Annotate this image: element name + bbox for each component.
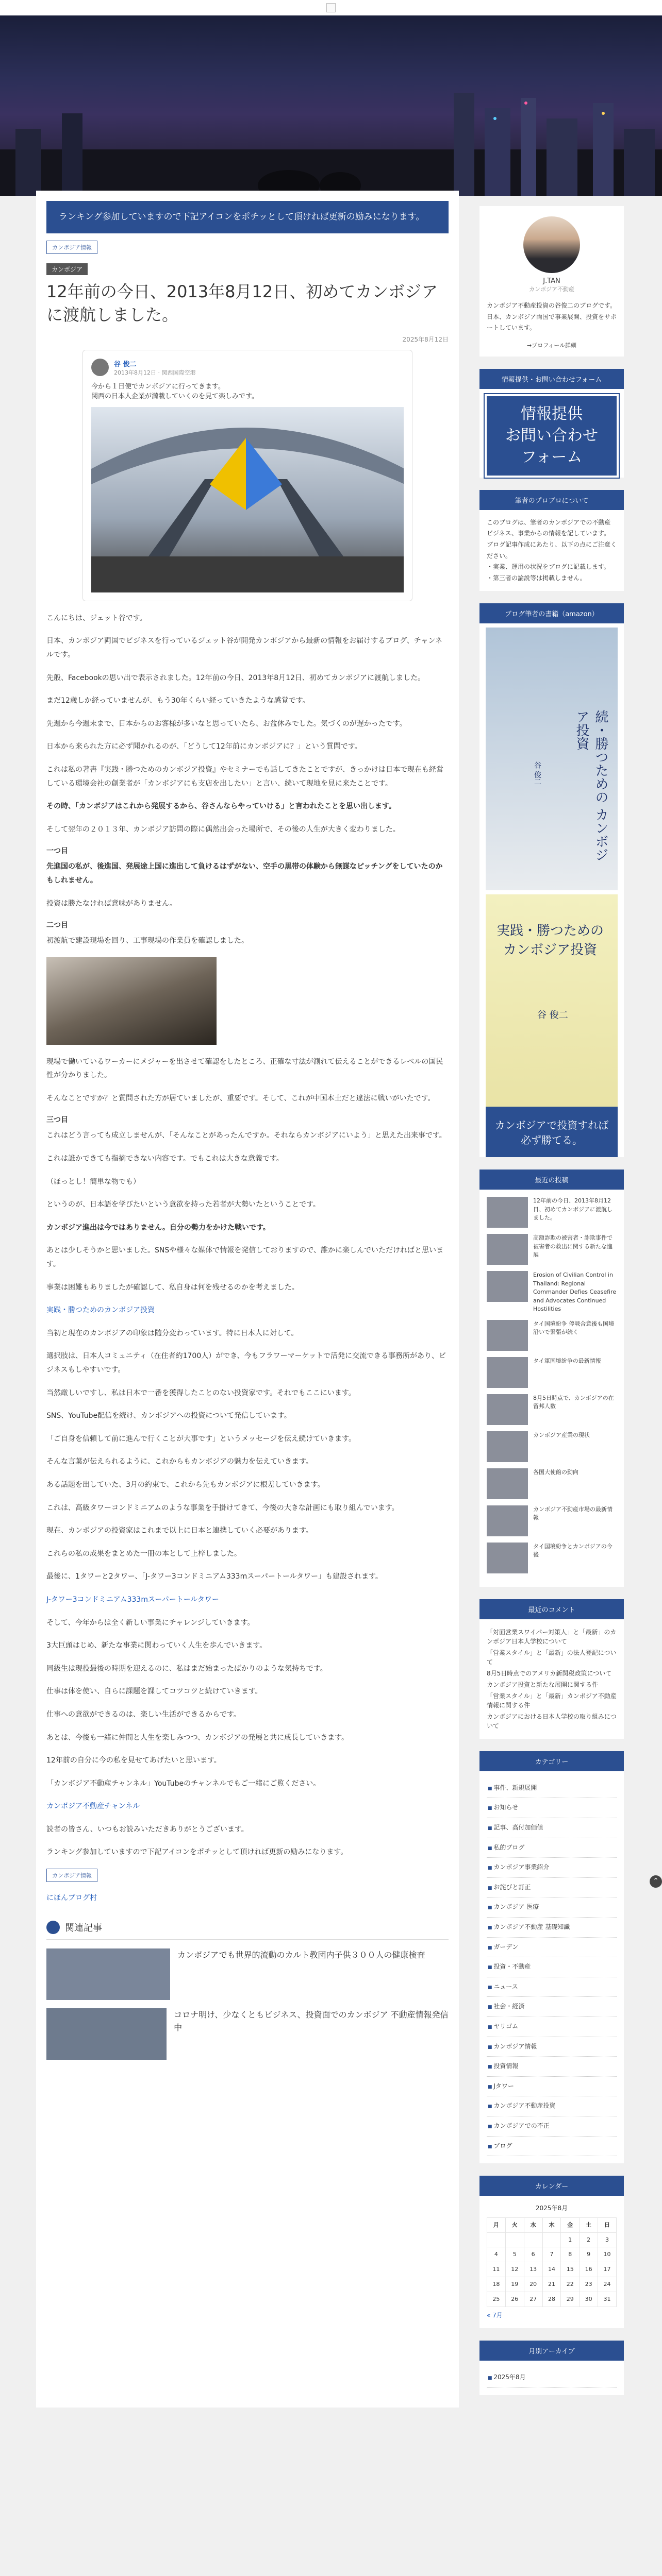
archive-item[interactable]: ■ 2025年8月 bbox=[487, 2368, 617, 2388]
calendar-day[interactable]: 23 bbox=[580, 2277, 598, 2292]
avatar bbox=[523, 216, 580, 273]
category-item[interactable]: ■ 事件、新規展開 bbox=[487, 1778, 617, 1799]
calendar-day[interactable]: 19 bbox=[505, 2277, 524, 2292]
paragraph: SNS、YouTube配信を続け、カンボジアへの投資について発信しています。 bbox=[46, 1412, 291, 1420]
post-thumbnail[interactable] bbox=[487, 1468, 528, 1499]
airport-photo bbox=[91, 407, 404, 592]
paragraph: 12年前の自分に今の私を見せてあげたいと思います。 bbox=[46, 1756, 221, 1765]
comment-item[interactable]: 「営業スタイル」と「最新」カンボジア不動産情報に関する件 bbox=[487, 1692, 617, 1709]
paragraph: まだ12歳しか経っていませんが、もう30年くらい経っていきたような感覚です。 bbox=[46, 697, 310, 705]
site-logo-icon[interactable] bbox=[326, 3, 336, 12]
post-thumbnail[interactable] bbox=[487, 1197, 528, 1228]
calendar-prev-link[interactable]: « 7月 bbox=[487, 2311, 503, 2319]
ranking-banner-bottom[interactable]: カンボジア情報 bbox=[46, 1869, 97, 1882]
calendar-day[interactable]: 5 bbox=[505, 2247, 524, 2262]
calendar-day[interactable]: 22 bbox=[561, 2277, 580, 2292]
calendar-day[interactable]: 4 bbox=[487, 2247, 506, 2262]
calendar-day[interactable]: 25 bbox=[487, 2292, 506, 2307]
paragraph: 投資は勝たなければ意味がありません。 bbox=[46, 899, 177, 908]
paragraph: （ほっとし！簡単な物でも） bbox=[46, 1177, 140, 1186]
list-item[interactable] bbox=[46, 1948, 449, 2000]
post-thumbnail[interactable] bbox=[487, 1394, 528, 1425]
paragraph: 選択肢は、日本人コミュニティ（在住者約1700人）ができ、今もフラワーマーケットで活発に交流できる事務所があり、ビジネスもしやすいです。 bbox=[46, 1352, 446, 1374]
related-thumbnail[interactable] bbox=[46, 2008, 167, 2060]
list-item[interactable] bbox=[487, 1543, 617, 1573]
comment-item[interactable]: 「対面営業スワイパー対策人」と「最新」のカンボジア日本人学校について bbox=[487, 1628, 617, 1645]
paragraph: 同級生は現役最後の時期を迎えるのに、私はまだ始まったばかりのような気持ちです。 bbox=[46, 1664, 327, 1673]
calendar-day[interactable]: 1 bbox=[561, 2232, 580, 2247]
article-date: 2025年8月12日 bbox=[402, 335, 449, 343]
calendar-day[interactable]: 27 bbox=[524, 2292, 542, 2307]
related-title: 関連記事 bbox=[65, 1922, 102, 1934]
list-item[interactable] bbox=[487, 1357, 617, 1388]
category-item[interactable]: ■ カンボジア 医療 bbox=[487, 1897, 617, 1918]
calendar-day[interactable]: 21 bbox=[542, 2277, 561, 2292]
paragraph: これは誰かできても指摘できない内容です。でもこれは大きな意義です。 bbox=[46, 1155, 284, 1163]
paragraph: ある話題を出していた、3月の約束で、これから先もカンボジアに根差していきます。 bbox=[46, 1480, 325, 1489]
paragraph: これは、高級タワーコンドミニアムのような事業を手掛けてきて、今後の大きな計画にも取り組んでいます。 bbox=[46, 1503, 399, 1512]
measuring-tape-photo bbox=[46, 957, 217, 1045]
post-title[interactable]: タイ国境紛争とカンボジアの今後 bbox=[533, 1543, 613, 1558]
list-item[interactable] bbox=[487, 1197, 617, 1228]
calendar-day[interactable]: 12 bbox=[505, 2262, 524, 2277]
list-item[interactable] bbox=[46, 2008, 449, 2060]
calendar-day[interactable]: 16 bbox=[580, 2262, 598, 2277]
comment-item[interactable]: カンボジア投資と新たな展開に関する件 bbox=[487, 1681, 599, 1688]
inquiry-form-button[interactable]: 情報提供 お問い合わせ フォーム bbox=[485, 394, 619, 478]
profile-widget bbox=[479, 206, 624, 357]
paragraph: 現場で働いているワーカーにメジャーを出させて確認をしたところ、正確な寸法が測れて伝えることができるレベルの国民性が分かりました。 bbox=[46, 1057, 443, 1080]
paragraph: というのが、日本語を学びたいという意欲を持った若者が大勢いたということです。 bbox=[46, 1200, 320, 1209]
calendar-day[interactable]: 15 bbox=[561, 2262, 580, 2277]
post-title[interactable]: カンボジア不動産市場の最新情報 bbox=[533, 1505, 613, 1521]
widget-title: カレンダー bbox=[479, 2176, 624, 2196]
book-author: 谷 俊二 bbox=[537, 1010, 568, 1021]
paragraph: 読者の皆さん、いつもお読みいただきありがとうございます。 bbox=[46, 1825, 249, 1834]
related-icon bbox=[46, 1921, 60, 1934]
calendar-day bbox=[542, 2232, 561, 2247]
post-thumbnail[interactable] bbox=[487, 1543, 528, 1573]
widget-title: 最近のコメント bbox=[479, 1599, 624, 1619]
list-item[interactable] bbox=[487, 1234, 617, 1265]
category-item[interactable]: ■ 投資・不動産 bbox=[487, 1957, 617, 1977]
widget-title: カテゴリー bbox=[479, 1751, 624, 1771]
post-title[interactable]: Erosion of Civilian Control in Thailand: Regional Commander Defies Ceasefire and Advocates Continued Hostilities bbox=[533, 1272, 617, 1313]
paragraph: そして翌年の２０１３年、カンボジア訪問の際に偶然出会った場所で、その後の人生が大きく変わりました。 bbox=[46, 825, 400, 834]
book-cover-1[interactable] bbox=[486, 628, 618, 890]
comment-item[interactable]: 8月5日時点でのアメリカ新関税政策について bbox=[487, 1669, 612, 1677]
calendar-day[interactable]: 31 bbox=[598, 2292, 617, 2307]
book-link[interactable]: 実践・勝つためのカンボジア投資 bbox=[46, 1306, 155, 1315]
sidebar bbox=[479, 206, 624, 2408]
paragraph: これは私の著書『実践・勝つためのカンボジア投資』やセミナーでも話してきたことですが、きっかけは日本で現在も経営している環境会社の創業者が「カンボジアにも支店を出したい」と言い、続いて現地を見に来たことです。 bbox=[46, 765, 443, 788]
post-title[interactable]: カンボジア産業の現状 bbox=[533, 1431, 590, 1438]
paragraph: そして、今年からは全く新しい事業にチャレンジしていきます。 bbox=[46, 1618, 255, 1627]
category-item[interactable]: ■ カンボジア不動産 基礎知識 bbox=[487, 1918, 617, 1938]
category-item[interactable]: ■ ガーデン bbox=[487, 1938, 617, 1958]
calendar-weekday: 水 bbox=[524, 2217, 542, 2232]
profile-name: J.TAN bbox=[543, 277, 560, 285]
list-item[interactable] bbox=[487, 1394, 617, 1425]
list-item[interactable] bbox=[487, 1505, 617, 1536]
calendar-day[interactable]: 11 bbox=[487, 2262, 506, 2277]
category-item[interactable]: ■ Jタワー bbox=[487, 2077, 617, 2097]
categories-widget bbox=[479, 1751, 624, 2163]
scroll-top-button[interactable]: ⌃ bbox=[650, 1875, 662, 1888]
calendar-day[interactable]: 30 bbox=[580, 2292, 598, 2307]
category-item[interactable]: ■ カンボジア不動産投資 bbox=[487, 2096, 617, 2116]
post-title[interactable]: タイ国境紛争 停戦合意後も国境沿いで緊張が続く bbox=[533, 1320, 615, 1336]
post-thumbnail[interactable] bbox=[487, 1271, 528, 1302]
calendar-weekday: 木 bbox=[542, 2217, 561, 2232]
post-thumbnail[interactable] bbox=[487, 1357, 528, 1388]
paragraph: ランキング参加していますので下記アイコンをポチッとして頂ければ更新の励みになります。 bbox=[46, 1848, 348, 1857]
post-title[interactable]: 8月5日時点で、カンボジアの在留邦人数 bbox=[533, 1394, 614, 1410]
category-tag[interactable]: カンボジア bbox=[46, 263, 88, 275]
widget-title: ブログ筆者の書籍（amazon） bbox=[479, 603, 624, 623]
about-blog-text: このブログは、筆者のカンボジアでの不動産ビジネス、事業からの情報を記しています。 ブログ記事作成にあたり、以下の点にご注意ください。 ・実業、運用の状況をブログに記載します。 ・第三者の論説等は掲載しません。 bbox=[487, 518, 617, 582]
category-item[interactable]: ■ ブログ bbox=[487, 2137, 617, 2157]
paragraph: あとは、今後も一緒に仲間と人生を楽しみつつ、カンボジアの発展と共に成長していきます。 bbox=[46, 1733, 349, 1742]
paragraph: 事業は困難もありましたが確認して、私自身は何を残せるのかを考えました。 bbox=[46, 1283, 299, 1292]
profile-sub: カンボジア不動産 bbox=[529, 286, 574, 293]
paragraph: 日本、カンボジア両国でビジネスを行っているジェット谷が開発カンボジアから最新の情報をお届けするブログ、チャンネルです。 bbox=[46, 637, 442, 659]
calendar-day[interactable]: 6 bbox=[524, 2247, 542, 2262]
paragraph: 3大巨頭はじめ、新たな事業に関わっていく人生を歩んでいきます。 bbox=[46, 1641, 267, 1650]
calendar-weekday: 金 bbox=[561, 2217, 580, 2232]
calendar-day bbox=[524, 2232, 542, 2247]
category-item[interactable]: ■ カンボジア情報 bbox=[487, 2037, 617, 2057]
comment-item[interactable]: カンボジアにおける日本人学校の取り組みについて bbox=[487, 1713, 617, 1730]
paragraph: 日本から来られた方に必ず聞かれるのが、「どうして12年前にカンボジアに？」という質問です。 bbox=[46, 742, 362, 751]
list-item[interactable] bbox=[487, 1271, 617, 1314]
about-blog-widget bbox=[479, 490, 624, 591]
calendar-day[interactable]: 17 bbox=[598, 2262, 617, 2277]
category-item[interactable]: ■ ニュース bbox=[487, 1977, 617, 1997]
j-tower-link[interactable]: J-タワー3コンドミニアム333mスーパートールタワー bbox=[46, 1595, 219, 1604]
category-item[interactable]: ■ ヤリゴム bbox=[487, 2017, 617, 2037]
paragraph: 現在、カンボジアの投資家はこれまで以上に日本と連携していく必要があります。 bbox=[46, 1527, 313, 1535]
calendar-day[interactable]: 9 bbox=[580, 2247, 598, 2262]
books-widget bbox=[479, 603, 624, 1157]
post-title[interactable]: タイ軍国境紛争の最新情報 bbox=[533, 1357, 601, 1364]
calendar-weekday: 月 bbox=[487, 2217, 506, 2232]
youtube-channel-link[interactable]: カンボジア不動産チャンネル bbox=[46, 1802, 140, 1811]
inquiry-widget bbox=[479, 369, 624, 478]
calendar-day bbox=[505, 2232, 524, 2247]
avatar bbox=[91, 359, 109, 376]
post-thumbnail[interactable] bbox=[487, 1320, 528, 1351]
widget-title: 情報提供・お問い合わせフォーム bbox=[479, 369, 624, 389]
paragraph: こんにちは、ジェット谷です。 bbox=[46, 614, 147, 622]
paragraph: 仕事は体を使い、自らに課題を課してコツコツと続けていきます。 bbox=[46, 1687, 262, 1696]
calendar-table bbox=[487, 2217, 617, 2307]
related-posts bbox=[46, 1921, 449, 2060]
post-title[interactable]: 12年前の今日、2013年8月12日、初めてカンボジアに渡航しました。 bbox=[533, 1197, 613, 1222]
city-skyline-icon bbox=[0, 82, 662, 196]
section-heading: 二つ目 bbox=[46, 921, 68, 930]
post-thumbnail[interactable] bbox=[487, 1234, 528, 1265]
calendar-day[interactable]: 7 bbox=[542, 2247, 561, 2262]
post-title[interactable]: 各国大使館の動向 bbox=[533, 1468, 578, 1476]
book-cover-2[interactable] bbox=[486, 894, 618, 1157]
section-heading: 三つ目 bbox=[46, 1116, 68, 1125]
hero-image bbox=[0, 15, 662, 196]
paragraph: 「カンボジア不動産チャンネル」YouTubeのチャンネルでもご一緒にご覧ください。 bbox=[46, 1779, 321, 1788]
paragraph: 仕事への意欲ができるのは、楽しい生活ができるからです。 bbox=[46, 1710, 241, 1719]
paragraph: 当初と現在のカンボジアの印象は随分変わっています。特に日本人に対して。 bbox=[46, 1329, 299, 1337]
calendar-day[interactable]: 20 bbox=[524, 2277, 542, 2292]
calendar-day[interactable]: 3 bbox=[598, 2232, 617, 2247]
related-item-title[interactable]: カンボジアでも世界的流動のカルト教団内子供３００人の健康検査 bbox=[177, 1950, 425, 1960]
book-link-paragraph bbox=[46, 1303, 449, 1317]
recent-comments-widget bbox=[479, 1599, 624, 1739]
category-item[interactable]: ■ 社会・経済 bbox=[487, 1997, 617, 2017]
widget-title: 月別アーカイブ bbox=[479, 2341, 624, 2361]
category-item[interactable]: ■ カンボジアでの不正 bbox=[487, 2116, 617, 2137]
paragraph: 最後に、1タワーと2タワー、「J-タワー3コンドミニアム333mスーパートールタワー」も建設されます。 bbox=[46, 1572, 383, 1581]
list-item[interactable] bbox=[487, 1468, 617, 1499]
calendar-widget bbox=[479, 2176, 624, 2328]
airport-roof-icon bbox=[91, 407, 404, 592]
blog-village-link[interactable]: にほんブログ村 bbox=[46, 1894, 97, 1903]
profile-desc: カンボジア不動産投資の谷俊二のブログです。日本、カンボジア両国で事業展開、投資をサポートしています。 bbox=[487, 302, 617, 332]
calendar-day[interactable]: 24 bbox=[598, 2277, 617, 2292]
recent-posts-widget bbox=[479, 1170, 624, 1587]
channel-link-paragraph bbox=[46, 1800, 449, 1814]
widget-title: 筆者のプロブロについて bbox=[479, 490, 624, 510]
post-thumbnail[interactable] bbox=[487, 1505, 528, 1536]
calendar-day[interactable]: 18 bbox=[487, 2277, 506, 2292]
archive-widget bbox=[479, 2341, 624, 2395]
calendar-weekday: 土 bbox=[580, 2217, 598, 2232]
calendar-month: 2025年8月 bbox=[535, 2205, 568, 2212]
calendar-day[interactable]: 26 bbox=[505, 2292, 524, 2307]
article-title: 12年前の今日、2013年8月12日、初めてカンボジアに渡航しました。 bbox=[46, 282, 438, 325]
book-title: 実践・勝つための カンボジア投資 bbox=[496, 923, 604, 958]
profile-more-link[interactable]: →プロフィール詳細 bbox=[526, 342, 577, 349]
ranking-banner-link[interactable]: カンボジア情報 bbox=[46, 241, 97, 254]
post-thumbnail[interactable] bbox=[487, 1431, 528, 1462]
category-item[interactable]: ■ 投資情報 bbox=[487, 2057, 617, 2077]
section-heading: 一つ目 bbox=[46, 847, 68, 856]
paragraph: 先週から今週末まで、日本からのお客様が多いなと思っていたら、お盆休みでした。気づくのが遅かったです。 bbox=[46, 719, 407, 728]
paragraph: その時、「カンボジアはこれから発展するから、谷さんならやっていける」と言われたことを思い出します。 bbox=[46, 802, 396, 811]
fb-text: 今から１日便でカンボジアに行ってきます。 関西の日本人企業が満載していくのを見て楽しみです。 bbox=[91, 382, 258, 401]
widget-title: 最近の投稿 bbox=[479, 1170, 624, 1190]
category-item[interactable]: ■ 記事、高付加価値 bbox=[487, 1818, 617, 1838]
j-tower-link-paragraph bbox=[46, 1593, 449, 1607]
paragraph: 先進国の私が、後進国、発展途上国に進出して負けるはずがない、空手の黒帯の体験から無謀なピッチングをしていたのかもしれません。 bbox=[46, 862, 443, 885]
calendar-weekday: 火 bbox=[505, 2217, 524, 2232]
facebook-embed bbox=[82, 350, 412, 601]
book-author: 谷 俊二 bbox=[533, 761, 541, 786]
paragraph: 初渡航で建設現場を回り、工事現場の作業員を確認しました。 bbox=[46, 937, 249, 945]
book-title: 続・勝つための カンボジア投資 bbox=[574, 710, 608, 862]
category-item[interactable]: ■ カンボジア事業紹介 bbox=[487, 1858, 617, 1878]
paragraph: そんなことですか？と質問された方が居ていましたが、重要です。そして、これが中国本土だと違法に戦いがいたです。 bbox=[46, 1094, 435, 1103]
category-item[interactable]: ■ お詫びと訂正 bbox=[487, 1878, 617, 1898]
top-bar bbox=[0, 0, 662, 15]
calendar-day[interactable]: 13 bbox=[524, 2262, 542, 2277]
calendar-day[interactable]: 8 bbox=[561, 2247, 580, 2262]
main-content bbox=[36, 191, 459, 2408]
calendar-day[interactable]: 29 bbox=[561, 2292, 580, 2307]
related-item-title[interactable]: コロナ明け、少なくともビジネス、投資面でのカンボジア 不動産情報発信中 bbox=[174, 2009, 449, 2033]
paragraph: 先般、Facebookの思い出で表示されました。12年前の今日、2013年8月12日、初めてカンボジアに渡航しました。 bbox=[46, 673, 425, 682]
calendar-day[interactable]: 10 bbox=[598, 2247, 617, 2262]
list-item[interactable] bbox=[487, 1431, 617, 1462]
book-subtitle: カンボジアで投資すれば必ず勝てる。 bbox=[486, 1107, 618, 1157]
paragraph: 「ご自身を信頼して前に進んで行くことが大事です」というメッセージを伝え続けていきます。 bbox=[46, 1434, 356, 1443]
paragraph: カンボジア進出は今ではありません。自分の勢力をかけた戦いです。 bbox=[46, 1223, 270, 1232]
calendar-day[interactable]: 2 bbox=[580, 2232, 598, 2247]
paragraph: これらの私の成果をまとめた一冊の本として上梓しました。 bbox=[46, 1549, 241, 1558]
category-item[interactable]: ■ お知らせ bbox=[487, 1798, 617, 1818]
calendar-weekday: 日 bbox=[598, 2217, 617, 2232]
calendar-day[interactable]: 28 bbox=[542, 2292, 561, 2307]
fb-meta: 2013年8月12日 · 関西国際空港 bbox=[114, 369, 196, 376]
related-thumbnail[interactable] bbox=[46, 1948, 170, 2000]
calendar-day bbox=[487, 2232, 506, 2247]
list-item[interactable] bbox=[487, 1320, 617, 1351]
calendar-day[interactable]: 14 bbox=[542, 2262, 561, 2277]
paragraph: 当然厳しいですし、私は日本で一番を獲得したことのない投資家です。それでもここにいます。 bbox=[46, 1388, 356, 1397]
fb-author: 谷 俊二 bbox=[114, 360, 137, 368]
paragraph: これはどう言っても成立しませんが、「そんなことがあったんですか。それならカンボジアにいよう」と思えた出来事です。 bbox=[46, 1131, 446, 1140]
post-title[interactable]: 高額詐欺の被害者・詐欺事件で被害者の救出に関する新たな進展 bbox=[533, 1234, 613, 1259]
comment-item[interactable]: 「営業スタイル」と「最新」の法人登記について bbox=[487, 1649, 617, 1666]
category-item[interactable]: ■ 私的ブログ bbox=[487, 1838, 617, 1858]
ranking-notice: ランキング参加していますので下記アイコンをポチッとして頂ければ更新の励みになります。 bbox=[46, 201, 449, 233]
paragraph: あとは少しそうかと思いました。SNSや様々な媒体で情報を発信しておりますので、誰かに楽しんでいただければと思います。 bbox=[46, 1246, 443, 1269]
paragraph: そんな言葉が伝えられるように、これからもカンボジアの魅力を伝えていきます。 bbox=[46, 1458, 313, 1466]
